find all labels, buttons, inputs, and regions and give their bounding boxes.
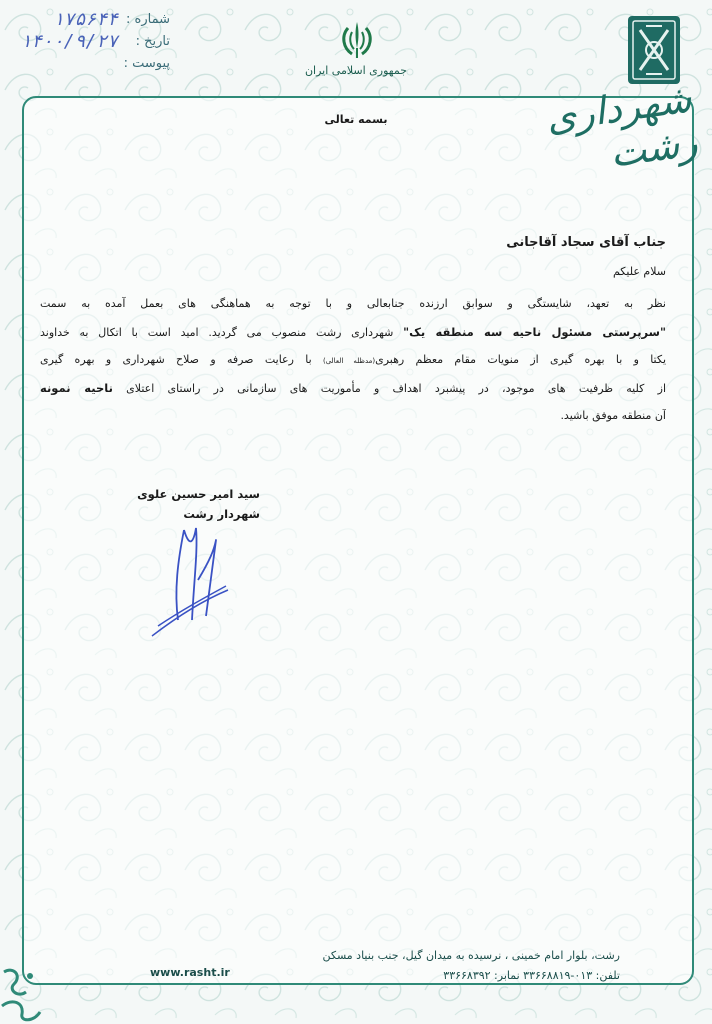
signer-name: سید امیر حسین علوی: [137, 487, 260, 501]
phone-label: تلفن:: [595, 969, 620, 982]
body-line-3: [40, 346, 666, 374]
fax-label: نمابر:: [494, 969, 520, 982]
ref-number-value: ۱۷۵۶۴۴: [52, 8, 118, 30]
bismillah: بسمه تعالی: [324, 113, 388, 126]
attachment-label: پیوست :: [123, 55, 170, 71]
municipality-wordmark: شهرداری رشت: [543, 76, 701, 176]
ref-number-label: شماره :: [126, 11, 170, 27]
website-link[interactable]: www.rasht.ir: [150, 966, 230, 979]
date-row: [20, 30, 170, 52]
corner-flourish-icon: [0, 962, 48, 1024]
appointment-title: "سرپرستی مسئول ناحیه سه منطقه یک": [403, 325, 666, 339]
country-name: جمهوری اسلامی ایران: [304, 64, 408, 77]
attachment-row: [20, 52, 170, 74]
letter-body: [40, 290, 666, 430]
recipient-name: جناب آقای سجاد آقاجانی: [506, 235, 666, 250]
body-line-1: نظر به تعهد، شایستگی و سوابق ارزنده جنابعالی و با توجه به هماهنگی های بعمل آمده به سمت: [40, 297, 666, 310]
body-line-4: [40, 374, 666, 402]
phone-value: ۰۱۳-۳۳۶۶۸۸۱۹: [523, 969, 593, 982]
honorific: (مدظله العالی): [322, 357, 376, 365]
body-line-4-a: از کلیه ظرفیت های موجود، در پیشبرد اهداف و مأموریت های سازمانی در راستای اعتلای: [126, 382, 666, 395]
municipality-logo-icon: [626, 14, 682, 86]
fax-value: ۳۳۶۶۸۳۹۲: [443, 969, 491, 982]
body-line-2: [40, 318, 666, 346]
model-district: ناحیه نمونه: [40, 381, 113, 395]
reference-block: [20, 8, 170, 74]
iran-emblem-icon: [337, 18, 377, 62]
footer: [150, 946, 620, 986]
body-line-3-a: یکتا و با بهره گیری از منویات مقام معظم رهبری: [375, 353, 666, 366]
content-frame: [22, 96, 694, 985]
signer-block: [60, 484, 260, 524]
body-line-3-b: با رعایت صرفه و صلاح شهرداری و بهره گیری: [40, 353, 312, 366]
ref-number-row: [20, 8, 170, 30]
greeting: سلام علیکم: [612, 265, 666, 278]
date-value: ۱۴۰۰/۹/۲۷: [20, 30, 118, 52]
body-line-5: آن منطقه موفق باشید.: [560, 409, 666, 422]
signer-title: شهردار رشت: [183, 507, 260, 521]
footer-address: رشت، بلوار امام خمینی ، نرسیده به میدان گیل، جنب بنیاد مسکن: [322, 949, 620, 962]
date-label: تاریخ :: [135, 33, 170, 49]
body-line-2-rest: شهرداری رشت منصوب می گردید. امید است با اتکال به خداوند: [40, 326, 394, 339]
handwritten-signature-icon: [148, 520, 234, 644]
